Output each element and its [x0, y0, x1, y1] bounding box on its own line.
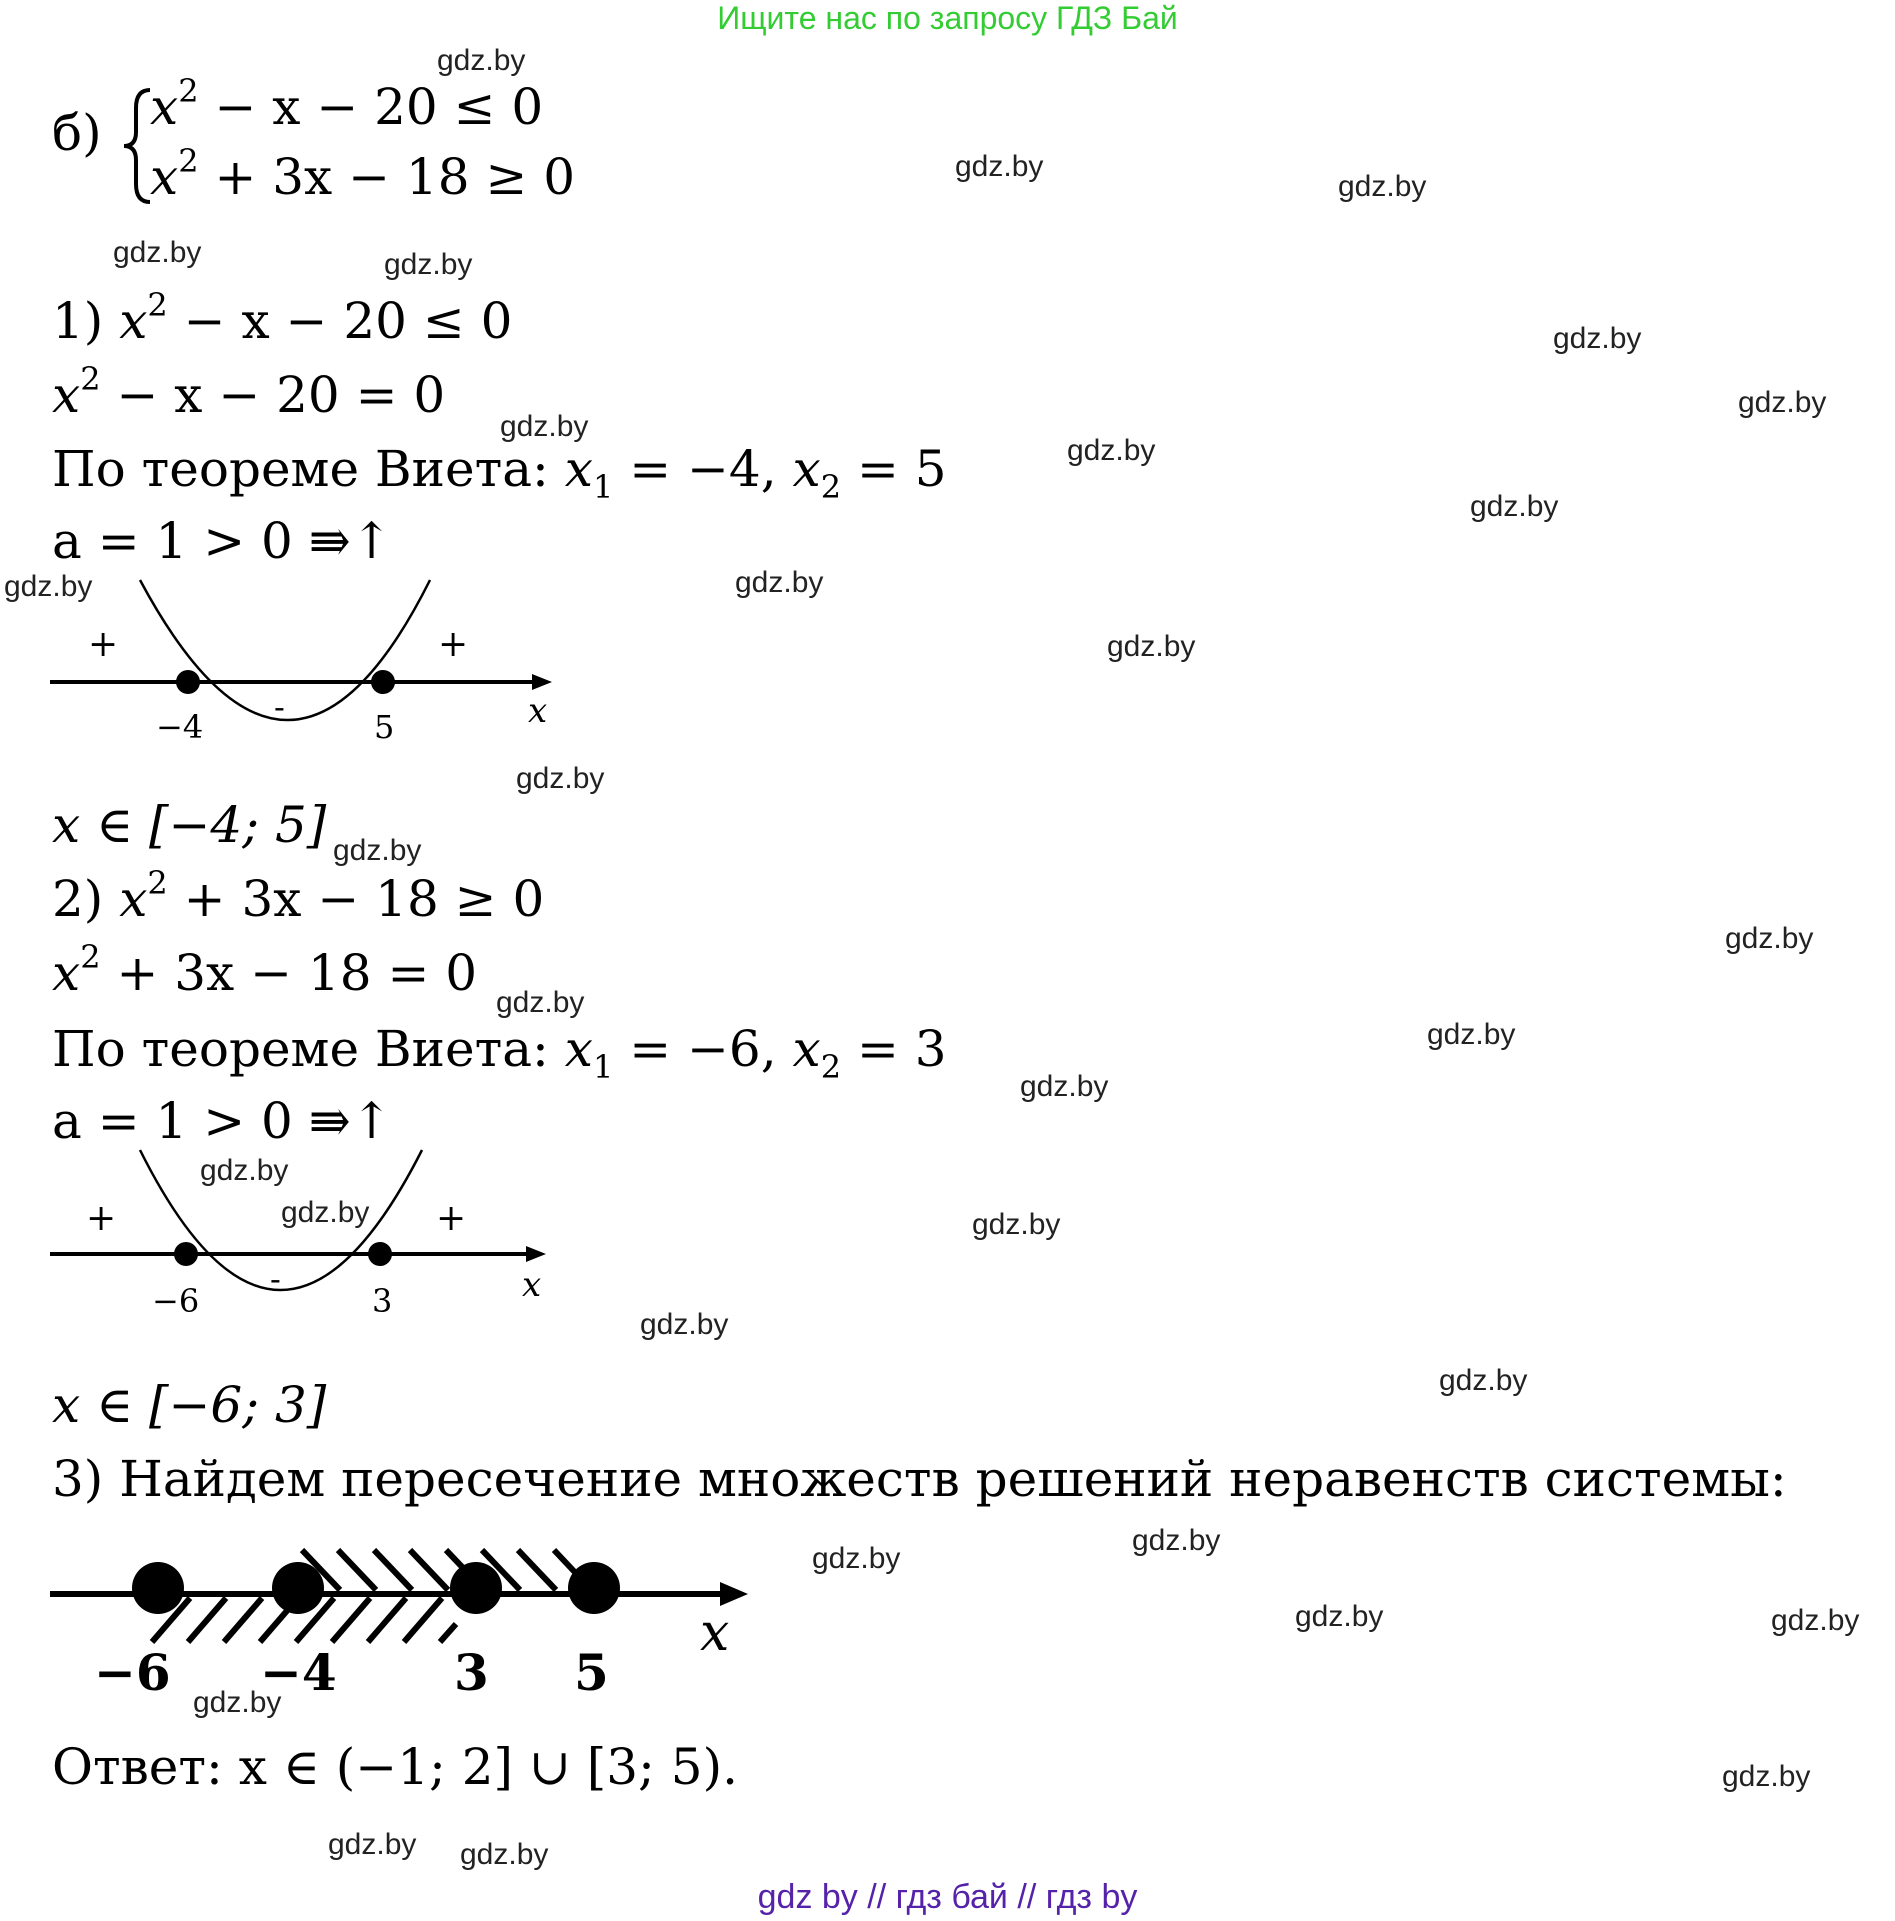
part1-result: x ∈ [−4; 5]	[52, 796, 327, 854]
watermark: gdz.by	[1738, 386, 1827, 419]
watermark: gdz.by	[4, 570, 93, 603]
answer: Ответ: x ∈ (−1; 2] ∪ [3; 5).	[52, 1738, 739, 1796]
intersection-axis-label: x	[700, 1603, 730, 1663]
part3-title: 3) Найдем пересечение множеств решений неравенств системы:	[52, 1450, 1787, 1508]
part2-result: x ∈ [−6; 3]	[52, 1376, 327, 1434]
watermark: gdz.by	[460, 1838, 549, 1871]
watermark: gdz.by	[812, 1542, 901, 1575]
part2-leading-coefficient: a = 1 > 0 ⇛↑	[52, 1092, 393, 1150]
part2-equation: $x^2 + 3x - 18 = 0$	[52, 938, 478, 1002]
part1-minus: -	[274, 688, 285, 726]
part2-vieta: По теореме Виета: $x_1 = -6$, $x_2 = 3$	[52, 1020, 947, 1086]
part1-root-point-2	[371, 670, 395, 694]
point-minus-6	[132, 1562, 184, 1614]
watermark: gdz.by	[437, 44, 526, 77]
part2-plus-left: +	[86, 1198, 117, 1239]
hatching-upper	[302, 1550, 586, 1590]
watermark: gdz.by	[1722, 1760, 1811, 1793]
part2-root-point-2	[368, 1242, 392, 1266]
watermark: gdz.by	[1338, 170, 1427, 203]
problem-label: б)	[52, 104, 102, 162]
watermark: gdz.by	[1771, 1604, 1860, 1637]
part1-leading-coefficient: a = 1 > 0 ⇛↑	[52, 512, 393, 570]
watermark: gdz.by	[955, 150, 1044, 183]
part2-title: 2) $x^2 + 3x - 18 \ge 0$	[52, 864, 545, 928]
watermark: gdz.by	[1427, 1018, 1516, 1051]
point-label-minus-4: −4	[260, 1643, 337, 1702]
point-label-3: 3	[454, 1643, 489, 1702]
part1-axis-arrow	[532, 674, 552, 690]
part1-root-label-1: −4	[156, 708, 204, 746]
part1-vieta: По теореме Виета: $x_1 = -4$, $x_2 = 5$	[52, 440, 947, 506]
watermark: gdz.by	[1553, 322, 1642, 355]
watermark: gdz.by	[1470, 490, 1559, 523]
watermark: gdz.by	[640, 1308, 729, 1341]
watermark: gdz.by	[333, 834, 422, 867]
part2-root-label-1: −6	[152, 1282, 200, 1320]
watermark: gdz.by	[496, 986, 585, 1019]
part1-equation: $x^2 - x - 20 = 0$	[52, 360, 446, 424]
watermark: gdz.by	[281, 1196, 370, 1229]
point-label-5: 5	[574, 1643, 609, 1702]
watermark: gdz.by	[1725, 922, 1814, 955]
system-inequality-1: $x^2 - x - 20 \le 0$	[150, 72, 544, 136]
watermark: gdz.by	[1020, 1070, 1109, 1103]
part2-plus-right: +	[436, 1198, 467, 1239]
part1-axis-label: x	[528, 691, 548, 731]
watermark: gdz.by	[516, 762, 605, 795]
watermark: gdz.by	[735, 566, 824, 599]
watermark: gdz.by	[1132, 1524, 1221, 1557]
part1-root-label-2: 5	[374, 708, 395, 746]
watermark: gdz.by	[500, 410, 589, 443]
point-minus-4	[272, 1562, 324, 1614]
part2-axis-arrow	[526, 1246, 546, 1262]
watermark: gdz.by	[1067, 434, 1156, 467]
watermark: gdz.by	[200, 1154, 289, 1187]
watermark: gdz.by	[1295, 1600, 1384, 1633]
watermark: gdz.by	[113, 236, 202, 269]
system-inequality-2: $x^2 + 3x - 18 \ge 0$	[150, 142, 576, 206]
watermark: gdz.by	[384, 248, 473, 281]
part2-minus: -	[270, 1260, 281, 1298]
part2-axis-label: x	[522, 1265, 542, 1305]
part1-plus-left: +	[88, 624, 119, 665]
part1-parabola	[140, 580, 430, 720]
part1-plus-right: +	[438, 624, 469, 665]
point-3	[450, 1562, 502, 1614]
part2-root-label-2: 3	[372, 1282, 393, 1320]
part2-parabola-graph	[40, 1140, 560, 1340]
point-5	[568, 1562, 620, 1614]
watermark: gdz.by	[193, 1686, 282, 1719]
point-label-minus-6: −6	[94, 1643, 171, 1702]
part1-root-point-1	[176, 670, 200, 694]
part1-parabola-graph	[40, 570, 560, 770]
watermark: gdz.by	[972, 1208, 1061, 1241]
watermark: gdz.by	[1439, 1364, 1528, 1397]
part2-root-point-1	[174, 1242, 198, 1266]
footer-links: gdz by // гдз бай // гдз by	[757, 1878, 1138, 1916]
watermark: gdz.by	[1107, 630, 1196, 663]
watermark: gdz.by	[328, 1828, 417, 1861]
part1-title: 1) $x^2 - x - 20 \le 0$	[52, 286, 513, 350]
intersection-number-line	[40, 1540, 760, 1710]
search-banner: Ищите нас по запросу ГДЗ Бай	[717, 0, 1178, 36]
